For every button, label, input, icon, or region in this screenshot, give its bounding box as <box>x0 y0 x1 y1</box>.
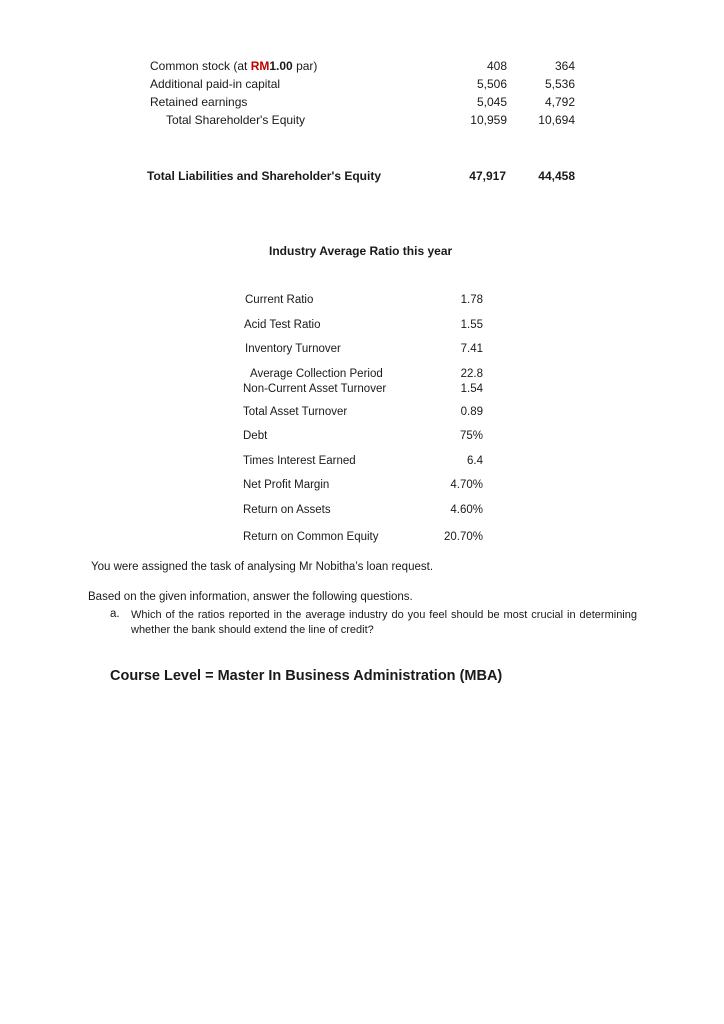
ratio-value: 7.41 <box>460 343 483 355</box>
ratio-label: Debt <box>243 430 268 442</box>
total-shareholders-equity-last-year: 10,694 <box>538 113 575 127</box>
ratio-label: Total Asset Turnover <box>243 406 348 418</box>
total-liabilities-equity-this-year: 47,917 <box>469 169 506 183</box>
additional-paid-in-capital-this-year: 5,506 <box>476 77 507 91</box>
additional-paid-in-capital-label: Additional paid-in capital <box>150 77 281 91</box>
ratio-label: Inventory Turnover <box>245 343 341 355</box>
ratio-label: Times Interest Earned <box>243 455 356 467</box>
total-liabilities-equity-last-year: 44,458 <box>538 169 575 183</box>
retained-earnings-last-year: 4,792 <box>544 95 575 109</box>
ratio-label: Return on Common Equity <box>243 531 379 543</box>
retained-earnings-label: Retained earnings <box>150 95 248 109</box>
ratio-value: 75% <box>459 430 483 442</box>
ratio-value: 4.70% <box>450 479 483 491</box>
ratio-label: Acid Test Ratio <box>244 319 321 331</box>
ratio-value: 22.8 <box>460 368 483 380</box>
question-a-marker: a. <box>110 608 120 620</box>
common-stock-label: Common stock (at RM1.00 par) <box>150 59 318 73</box>
instructions-text: Based on the given information, answer the following questions. <box>88 591 413 603</box>
ratio-label: Current Ratio <box>245 294 314 306</box>
retained-earnings-this-year: 5,045 <box>476 95 507 109</box>
ratio-value: 1.54 <box>460 383 483 395</box>
ratio-value: 0.89 <box>460 406 483 418</box>
common-stock-this-year: 408 <box>486 59 507 73</box>
question-a-text: Which of the ratios reported in the average industry do you feel should be most crucial in determining whether the bank should extend the line of credit? <box>131 609 637 636</box>
ratio-value: 6.4 <box>467 455 483 467</box>
total-shareholders-equity-label: Total Shareholder's Equity <box>166 113 306 127</box>
total-liabilities-equity-label: Total Liabilities and Shareholder's Equity <box>147 169 382 183</box>
ratio-value: 20.70% <box>443 531 483 543</box>
total-shareholders-equity-this-year: 10,959 <box>470 113 507 127</box>
assignment-text: You were assigned the task of analysing Mr Nobitha’s loan request. <box>91 561 434 573</box>
additional-paid-in-capital-last-year: 5,536 <box>544 77 575 91</box>
ratio-label: Net Profit Margin <box>243 479 330 491</box>
ratio-label: Average Collection Period <box>250 368 383 380</box>
ratio-label: Non-Current Asset Turnover <box>243 383 387 395</box>
common-stock-last-year: 364 <box>554 59 575 73</box>
ratio-value: 1.78 <box>460 294 483 306</box>
ratio-label: Return on Assets <box>243 504 331 516</box>
ratio-value: 1.55 <box>460 319 483 331</box>
industry-ratios-title: Industry Average Ratio this year <box>269 244 453 258</box>
course-level: Course Level = Master In Business Administration (MBA) <box>110 668 503 684</box>
ratio-value: 4.60% <box>450 504 483 516</box>
